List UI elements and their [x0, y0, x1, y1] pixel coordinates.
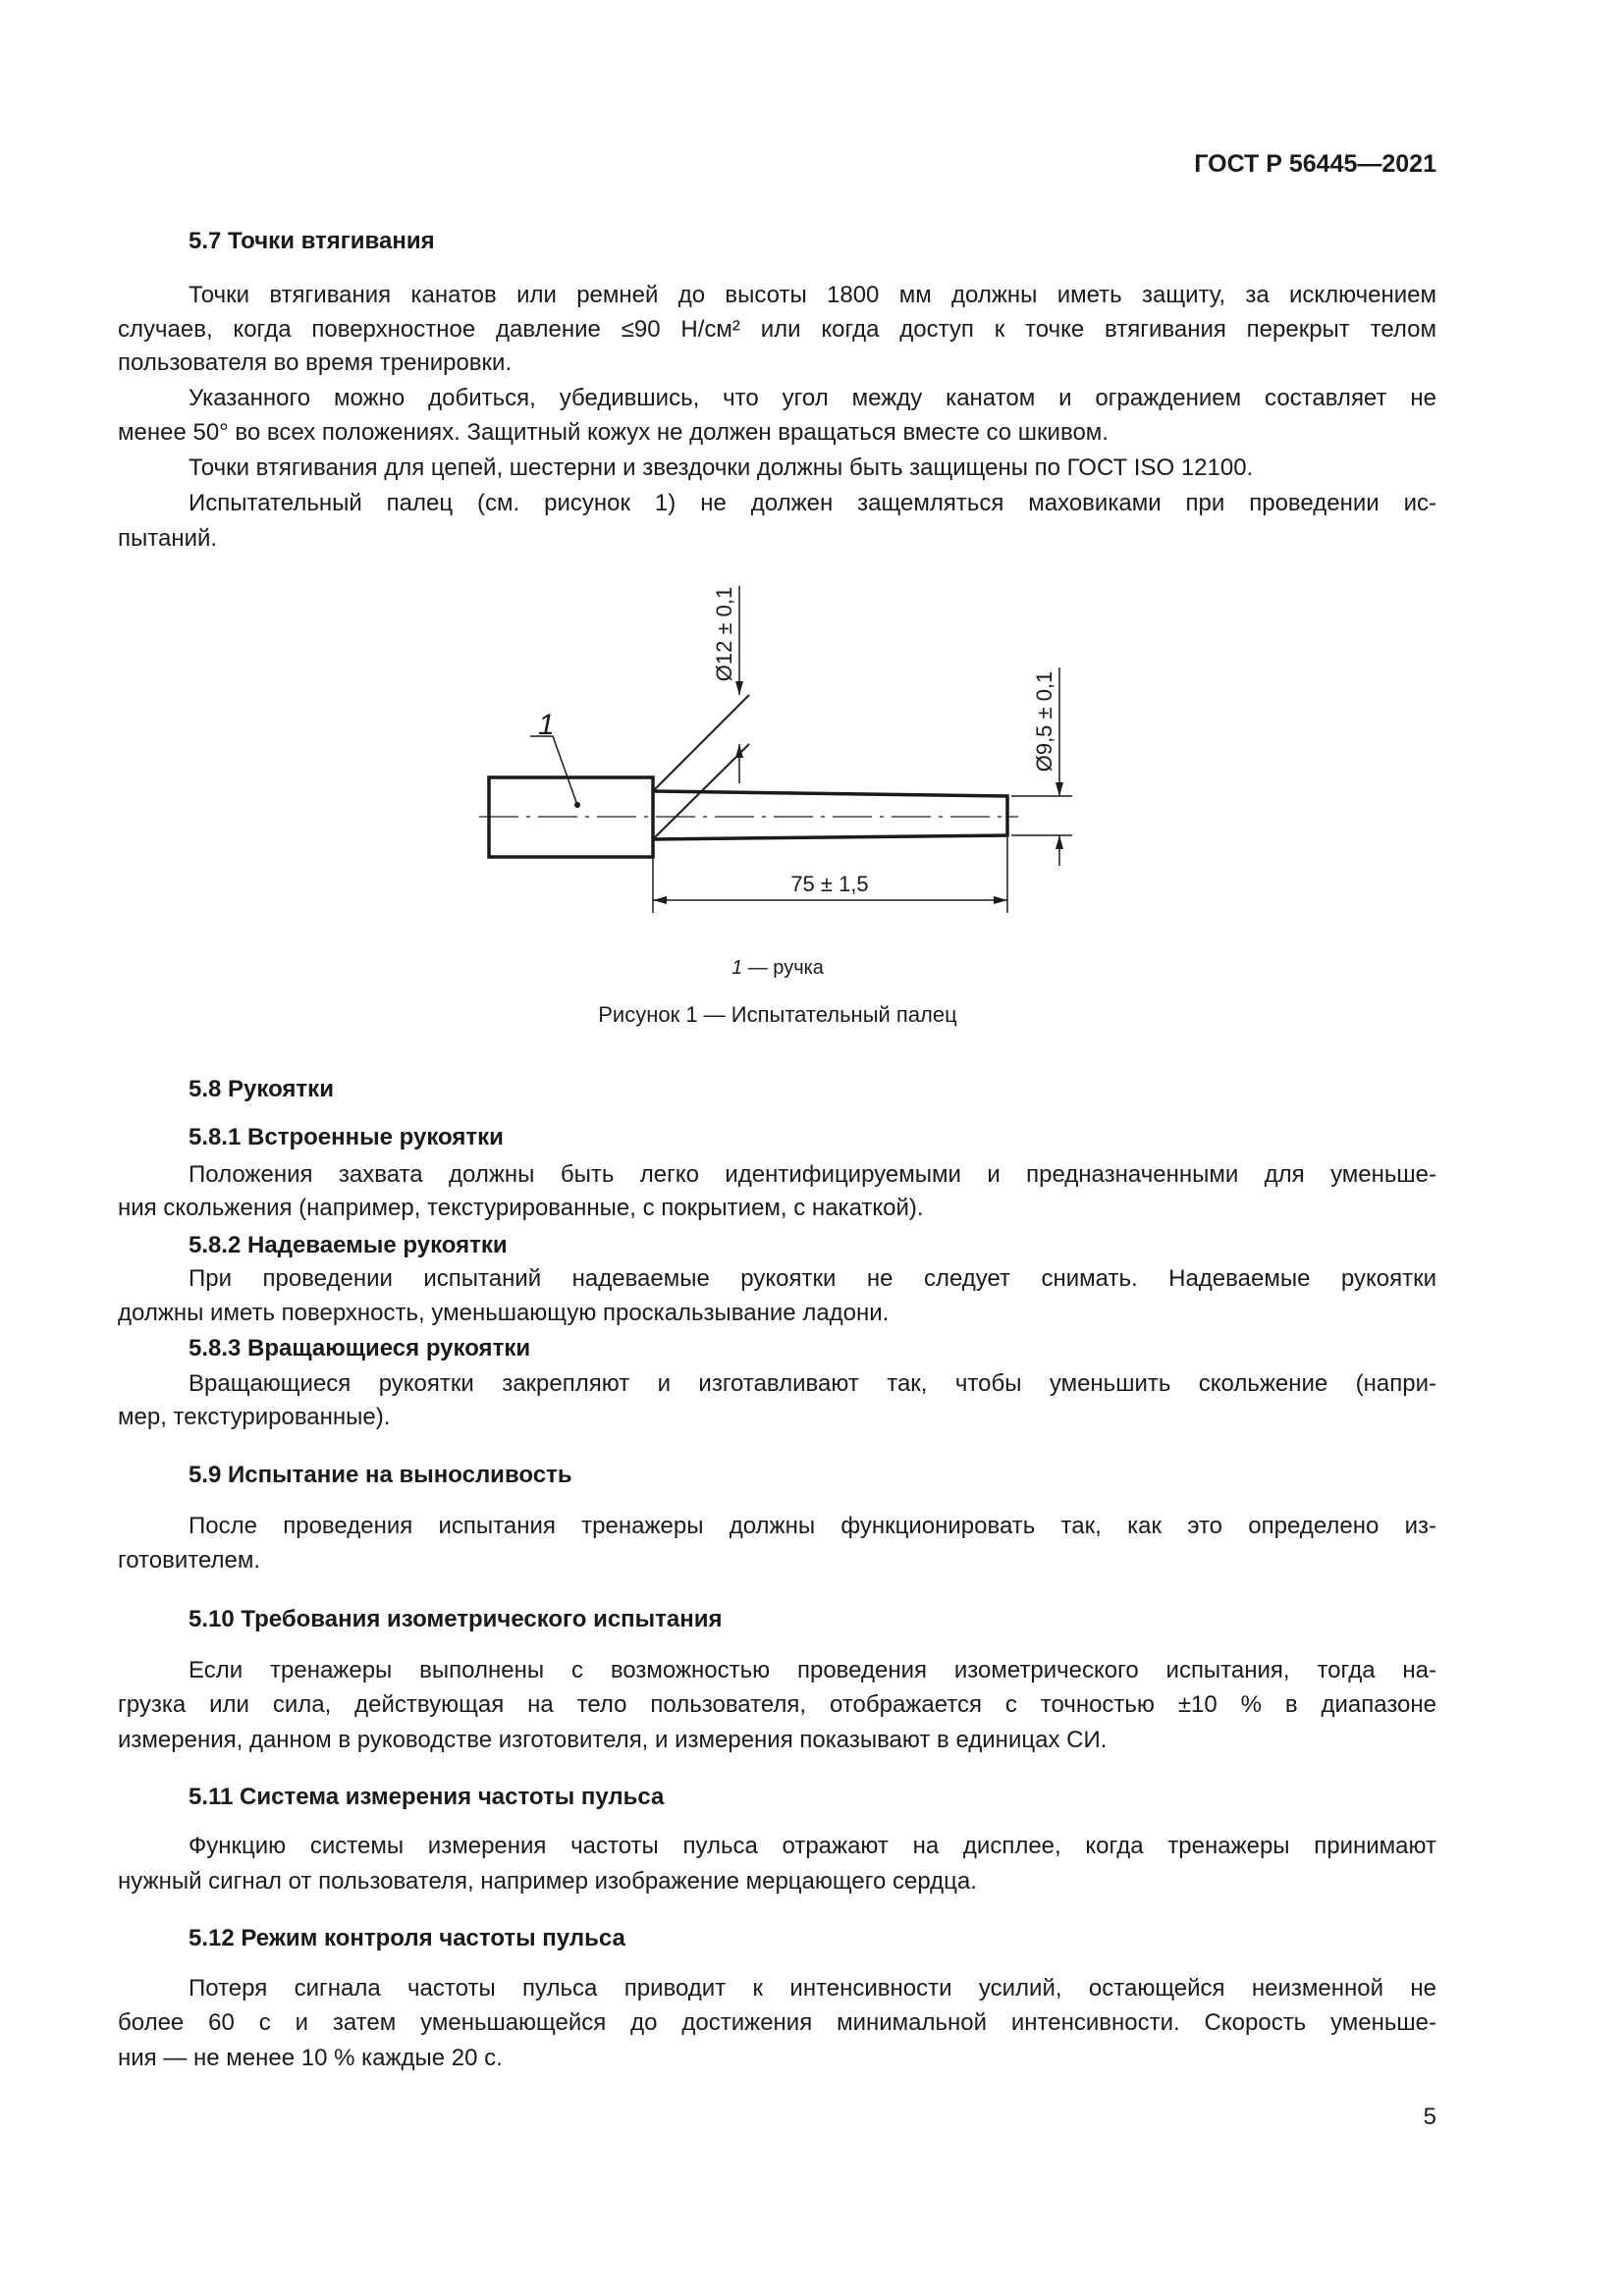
paragraph-line: более 60 с и затем уменьшающейся до достижения минимальной интенсивности. Скорость уменьше- [118, 2009, 1436, 2036]
figure-test-finger [0, 0, 1624, 982]
paragraph-line: Вращающиеся рукоятки закрепляют и изготавливают так, чтобы уменьшить скольжение (напри- [189, 1370, 1436, 1397]
paragraph-line: Потеря сигнала частоты пульса приводит к интенсивности усилий, остающейся неизменной не [189, 1975, 1436, 2002]
figure-legend [0, 953, 1555, 983]
dim-diameter-small: Ø9,5 ± 0,1 [1032, 670, 1056, 773]
section-heading: 5.8.3 Вращающиеся рукоятки [189, 1335, 531, 1362]
finger-taper [653, 791, 1007, 839]
paragraph-line: При проведении испытаний надеваемые рукоятки не следует снимать. Надеваемые рукоятки [189, 1265, 1436, 1292]
section-heading: 5.11 Система измерения частоты пульса [189, 1784, 665, 1810]
section-heading: 5.9 Испытание на выносливость [189, 1462, 572, 1488]
document-header-id: ГОСТ Р 56445—2021 [1194, 150, 1436, 178]
paragraph-line: Точки втягивания для цепей, шестерни и звездочки должны быть защищены по ГОСТ ISO 12100. [189, 454, 1254, 481]
paragraph-line: случаев, когда поверхностное давление ≤90 Н/см² или когда доступ к точке втягивания перекрыт телом [118, 316, 1436, 343]
paragraph-line: нужный сигнал от пользователя, например изображение мерцающего сердца. [118, 1868, 977, 1895]
paragraph-line: ния скольжения (например, текстурированные, с покрытием, с накаткой). [118, 1195, 924, 1221]
paragraph-line: Испытательный палец (см. рисунок 1) не должен защемляться маховиками при проведении ис- [189, 490, 1436, 516]
section-heading: 5.8.2 Надеваемые рукоятки [189, 1232, 508, 1258]
paragraph-line: грузка или сила, действующая на тело пользователя, отображается с точностью ±10 % в диапазоне [118, 1691, 1436, 1718]
paragraph-line: После проведения испытания тренажеры должны функционировать так, как это определено из- [189, 1513, 1436, 1539]
paragraph-line: пытаний. [118, 525, 218, 552]
section-heading: 5.7 Точки втягивания [189, 228, 435, 254]
paragraph-line: ния — не менее 10 % каждые 20 с. [118, 2045, 503, 2071]
section-heading: 5.10 Требования изометрического испытания [189, 1606, 723, 1632]
paragraph-line: Точки втягивания канатов или ремней до высоты 1800 мм должны иметь защиту, за исключением [189, 282, 1436, 308]
paragraph-line: Указанного можно добиться, убедившись, что угол между канатом и ограждением составляет не [189, 385, 1436, 411]
paragraph-line: готовителем. [118, 1547, 261, 1574]
paragraph-line: менее 50° во всех положениях. Защитный кожух не должен вращаться вместе со шкивом. [118, 419, 1109, 446]
legend-text: — ручка [742, 957, 824, 979]
paragraph-line: мер, текстурированные). [118, 1404, 391, 1430]
legend-number: 1 [731, 957, 743, 979]
paragraph-line: Если тренажеры выполнены с возможностью проведения изометрического испытания, тогда на- [189, 1657, 1436, 1683]
callout-leader [530, 736, 577, 805]
section-heading: 5.12 Режим контроля частоты пульса [189, 1925, 625, 1951]
callout-number: 1 [538, 709, 555, 741]
page-number: 5 [1423, 2104, 1436, 2130]
paragraph-line: должны иметь поверхность, уменьшающую проскальзывание ладони. [118, 1300, 890, 1326]
section-heading: 5.8.1 Встроенные рукоятки [189, 1124, 504, 1150]
paragraph-line: измерения, данном в руководстве изготовителя, и измерения показывают в единицах СИ. [118, 1727, 1108, 1753]
paragraph-line: Положения захвата должны быть легко идентифицируемыми и предназначенными для уменьше- [189, 1161, 1436, 1188]
dim-diameter-large: Ø12 ± 0,1 [712, 586, 736, 682]
paragraph-line: Функцию системы измерения частоты пульса отражают на дисплее, когда тренажеры принимают [189, 1833, 1436, 1859]
paragraph-line: пользователя во время тренировки. [118, 349, 513, 376]
figure-caption: Рисунок 1 — Испытательный палец [598, 1002, 957, 1027]
dim-length: 75 ± 1,5 [790, 872, 869, 896]
section-heading: 5.8 Рукоятки [189, 1076, 334, 1102]
